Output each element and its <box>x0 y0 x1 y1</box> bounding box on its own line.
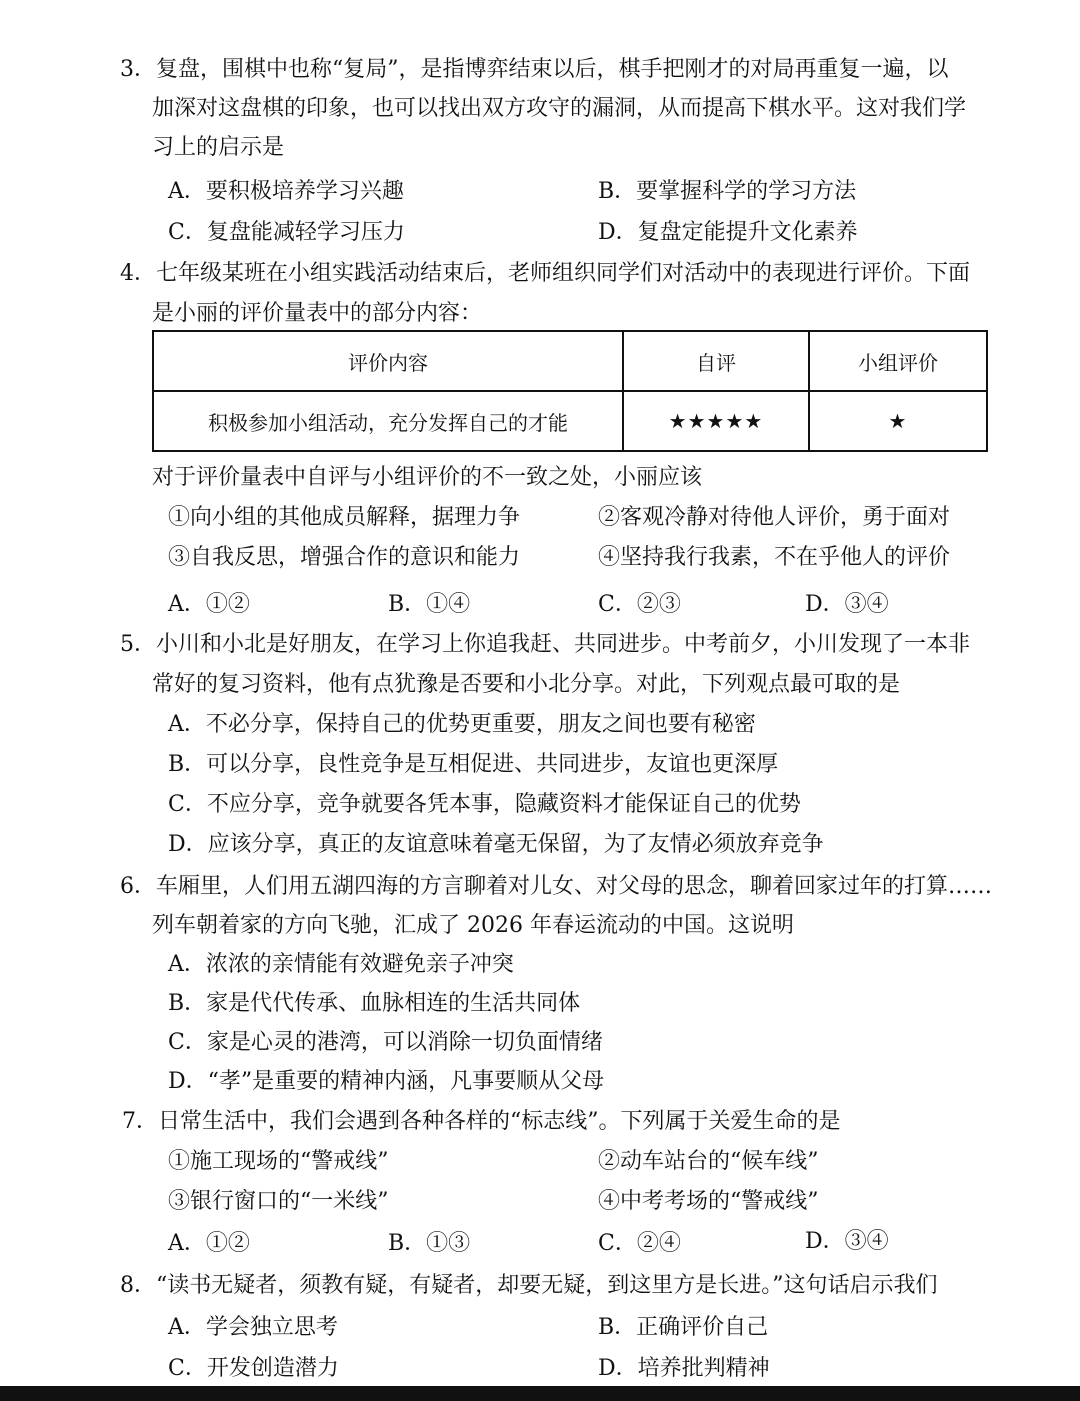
q4-option-a: A．①② <box>168 592 250 617</box>
q4-stem-line1: 4．七年级某班在小组实践活动结束后，老师组织同学们对活动中的表现进行评价。下面 <box>120 261 970 286</box>
cell-self-rating-stars: ★★★★★ <box>623 391 809 451</box>
q4-statement-4: ④坚持我行我素，不在乎他人的评价 <box>598 545 951 570</box>
q8-stem-line1: 8．“读书无疑者，须教有疑，有疑者，却要无疑，到这里方是长进。”这句话启示我们 <box>120 1273 938 1298</box>
q7-stem-line1: 7．日常生活中，我们会遇到各种各样的“标志线”。下列属于关爱生命的是 <box>122 1109 841 1134</box>
evaluation-table-row <box>153 391 987 451</box>
q3-stem-line1: 3．复盘，围棋中也称“复局”，是指博弈结束以后，棋手把刚才的对局再重复一遍，以 <box>120 57 949 82</box>
q3-stem-line2: 加深对这盘棋的印象，也可以找出双方攻守的漏洞，从而提高下棋水平。这对我们学 <box>152 96 967 121</box>
q4-stem-line3: 对于评价量表中自评与小组评价的不一致之处，小丽应该 <box>152 465 703 490</box>
q4-stem-line2: 是小丽的评价量表中的部分内容： <box>152 301 483 326</box>
q7-option-a: A．①② <box>168 1231 250 1256</box>
q5-option-b: B．可以分享，良性竞争是互相促进、共同进步，友谊也更深厚 <box>168 752 779 777</box>
q4-statement-1: ①向小组的其他成员解释，据理力争 <box>168 505 521 530</box>
q4-statement-2: ②客观冷静对待他人评价，勇于面对 <box>598 505 951 530</box>
q7-option-c: C．②④ <box>598 1231 681 1256</box>
q5-stem-line2: 常好的复习资料，他有点犹豫是否要和小北分享。对此，下列观点最可取的是 <box>152 672 901 697</box>
q3-option-c: C．复盘能减轻学习压力 <box>168 220 405 245</box>
q7-statement-2: ②动车站台的“候车线” <box>598 1149 819 1174</box>
q8-option-a: A．学会独立思考 <box>168 1315 338 1340</box>
q8-option-c: C．开发创造潜力 <box>168 1356 339 1381</box>
q6-stem-line1: 6．车厢里，人们用五湖四海的方言聊着对儿女、对父母的思念，聊着回家过年的打算…… <box>120 874 992 899</box>
q6-option-a: A．浓浓的亲情能有效避免亲子冲突 <box>168 952 514 977</box>
q5-option-a: A．不必分享，保持自己的优势更重要，朋友之间也要有秘密 <box>168 712 756 737</box>
q4-option-d: D．③④ <box>805 592 889 617</box>
q7-option-d: D．③④ <box>805 1229 889 1254</box>
q3-option-d: D．复盘定能提升文化素养 <box>598 220 858 245</box>
header-evaluation-content: 评价内容 <box>153 331 623 391</box>
q8-option-b: B．正确评价自己 <box>598 1315 769 1340</box>
scan-bottom-edge <box>0 1386 1080 1401</box>
q6-option-b: B．家是代代传承、血脉相连的生活共同体 <box>168 991 581 1016</box>
q4-option-c: C．②③ <box>598 592 681 617</box>
header-group-evaluation: 小组评价 <box>809 331 987 391</box>
q8-option-d: D．培养批判精神 <box>598 1356 770 1381</box>
q7-option-b: B．①③ <box>388 1231 471 1256</box>
q4-statement-3: ③自我反思，增强合作的意识和能力 <box>168 545 521 570</box>
q6-option-c: C．家是心灵的港湾，可以消除一切负面情绪 <box>168 1030 603 1055</box>
q6-option-d: D．“孝”是重要的精神内涵，凡事要顺从父母 <box>168 1069 605 1094</box>
q5-option-c: C．不应分享，竞争就要各凭本事，隐藏资料才能保证自己的优势 <box>168 792 801 817</box>
evaluation-table-header-row <box>153 331 987 391</box>
header-self-evaluation: 自评 <box>623 331 809 391</box>
q6-stem-line2: 列车朝着家的方向飞驰，汇成了 2026 年春运流动的中国。这说明 <box>152 913 794 938</box>
q5-stem-line1: 5．小川和小北是好朋友，在学习上你追我赶、共同进步。中考前夕，小川发现了一本非 <box>120 632 970 657</box>
q7-statement-3: ③银行窗口的“一米线” <box>168 1189 389 1214</box>
q7-statement-1: ①施工现场的“警戒线” <box>168 1149 389 1174</box>
evaluation-table <box>152 330 988 452</box>
q3-option-b: B．要掌握科学的学习方法 <box>598 179 857 204</box>
q3-stem-line3: 习上的启示是 <box>152 135 285 160</box>
q3-option-a: A．要积极培养学习兴趣 <box>168 179 404 204</box>
q5-option-d: D．应该分享，真正的友谊意味着毫无保留，为了友情必须放弃竞争 <box>168 832 824 857</box>
q7-statement-4: ④中考考场的“警戒线” <box>598 1189 819 1214</box>
cell-group-rating-stars: ★ <box>809 391 987 451</box>
cell-evaluation-content: 积极参加小组活动，充分发挥自己的才能 <box>153 391 623 451</box>
q4-option-b: B．①④ <box>388 592 471 617</box>
